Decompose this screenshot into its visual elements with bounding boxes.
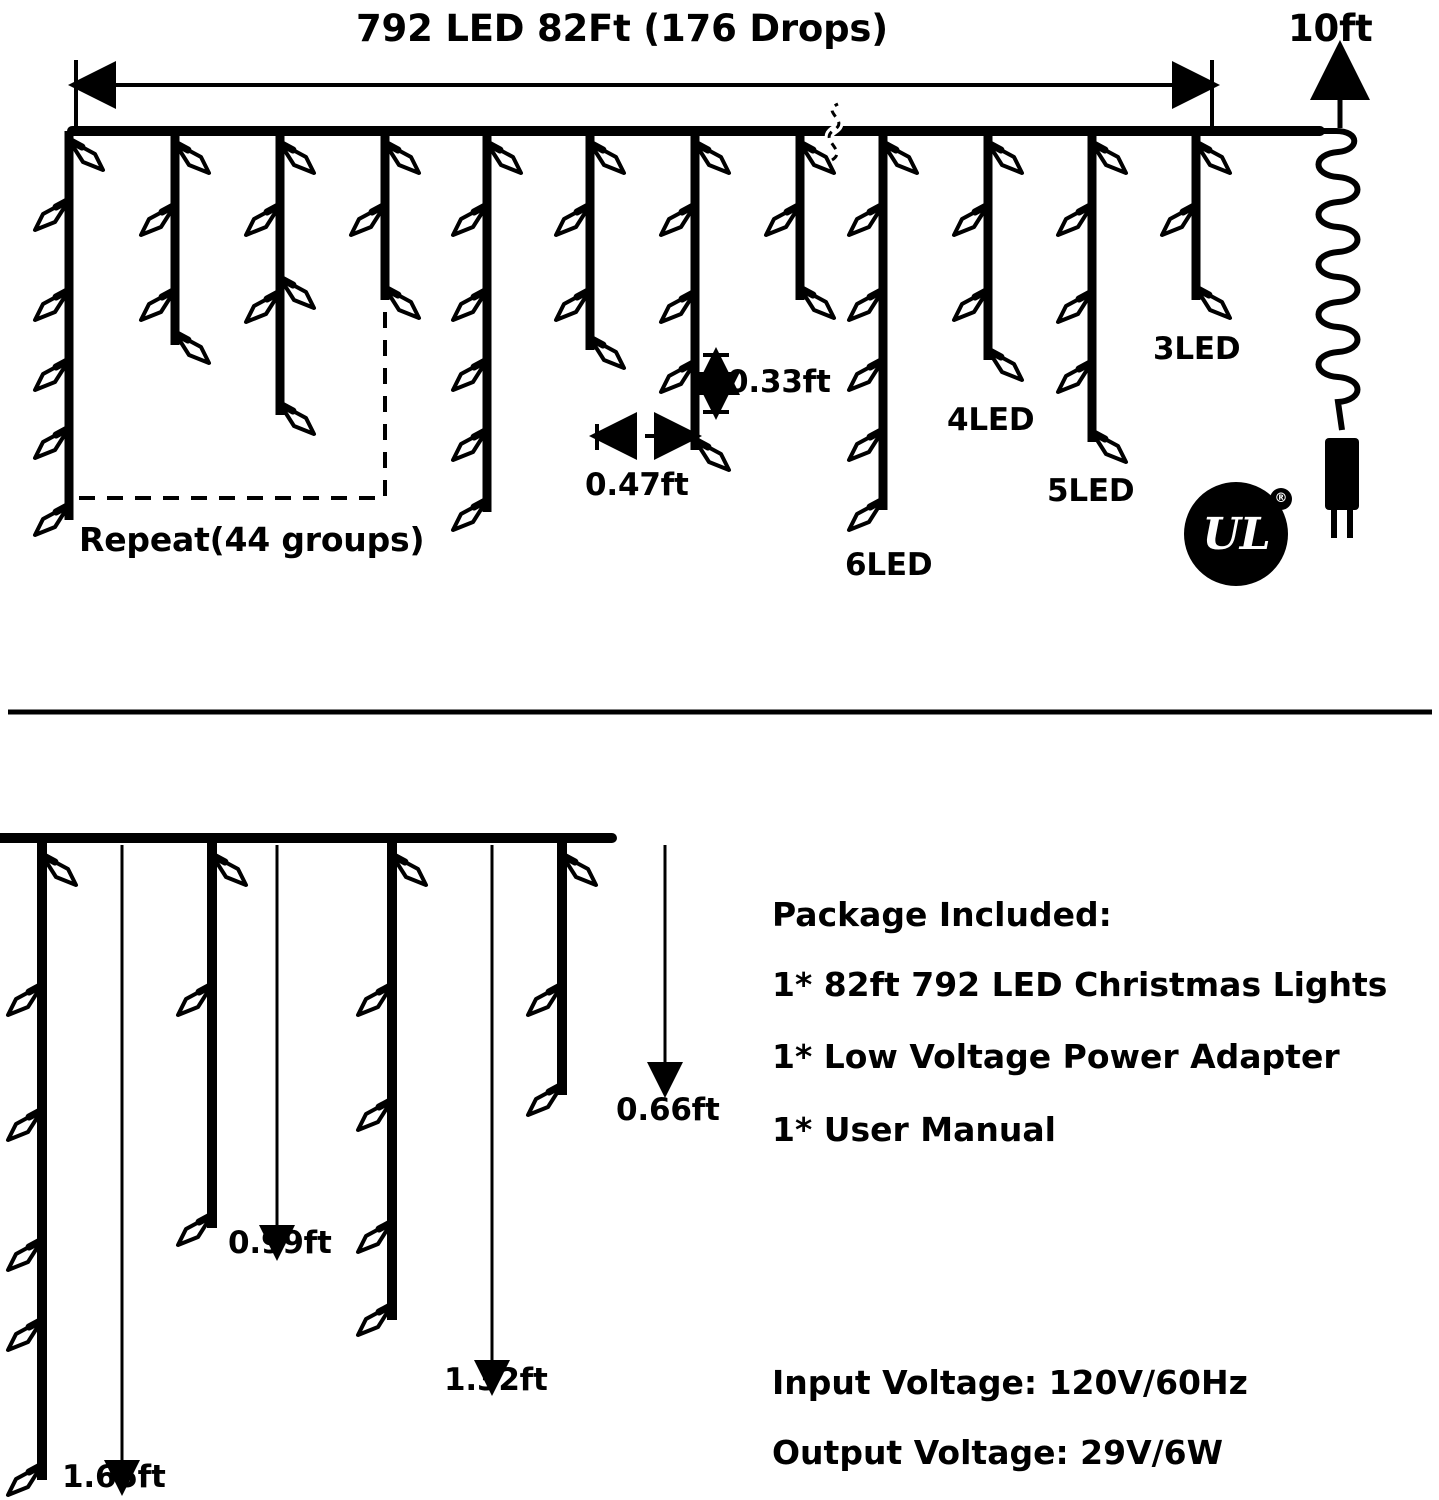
package-item-adapter: 1* Low Voltage Power Adapter xyxy=(772,1037,1340,1076)
package-item-lights: 1* 82ft 792 LED Christmas Lights xyxy=(772,965,1388,1004)
lead-length-label: 10ft xyxy=(1288,7,1373,50)
ul-certification-icon xyxy=(1184,482,1288,586)
led-count-3-label: 3LED xyxy=(1153,331,1241,367)
input-voltage-spec: Input Voltage: 120V/60Hz xyxy=(772,1363,1248,1402)
package-item-manual: 1* User Manual xyxy=(772,1110,1056,1149)
top-diagram xyxy=(35,50,1359,538)
led-count-4-label: 4LED xyxy=(947,402,1035,438)
detail-drop-longest-label: 1.65ft xyxy=(62,1459,166,1495)
led-count-5-label: 5LED xyxy=(1047,473,1135,509)
repeat-groups-label: Repeat(44 groups) xyxy=(79,520,425,559)
drop-vertical-spacing-label: 0.33ft xyxy=(727,364,831,400)
output-voltage-spec: Output Voltage: 29V/6W xyxy=(772,1433,1224,1472)
package-included-heading: Package Included: xyxy=(772,895,1112,934)
detail-drop-medium-label: 0.99ft xyxy=(228,1225,332,1261)
drop-horizontal-spacing-label: 0.47ft xyxy=(585,467,689,503)
ul-badge-text: UL xyxy=(1202,508,1270,560)
registered-trademark-icon: ® xyxy=(1270,488,1292,510)
detail-diagram xyxy=(0,838,665,1495)
detail-drop-short-label: 0.66ft xyxy=(616,1092,720,1128)
detail-drop-long-label: 1.32ft xyxy=(444,1362,548,1398)
led-count-6-label: 6LED xyxy=(845,547,933,583)
diagram-title: 792 LED 82Ft (176 Drops) xyxy=(356,7,888,50)
